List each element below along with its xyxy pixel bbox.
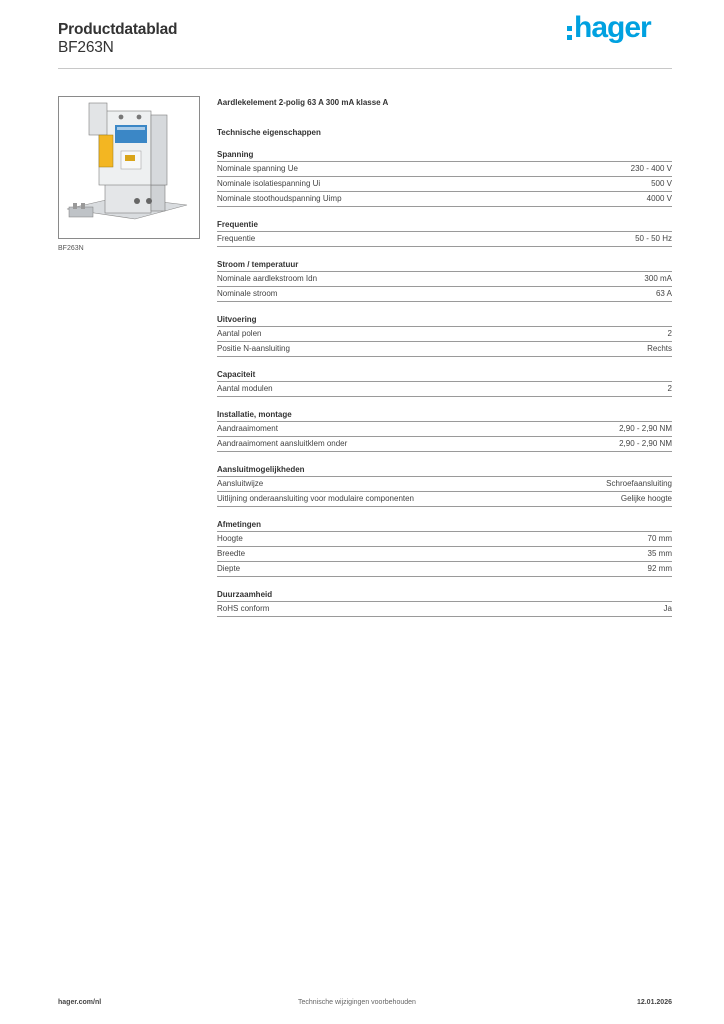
spec-row — [217, 287, 672, 302]
hager-logo — [567, 12, 651, 50]
spec-value: 35 mm — [647, 549, 672, 558]
spec-row — [217, 477, 672, 492]
spec-label: Aandraaimoment — [217, 424, 278, 433]
spec-value: Rechts — [647, 344, 672, 353]
spec-value: 2,90 - 2,90 NM — [619, 424, 672, 433]
spec-label: Nominale stoothoudspanning Uimp — [217, 194, 342, 203]
spec-label: Aandraaimoment aansluitklem onder — [217, 439, 348, 448]
footer-disclaimer: Technische wijzigingen voorbehouden — [298, 999, 416, 1006]
spec-section — [217, 369, 672, 397]
spec-section — [217, 149, 672, 207]
spec-section — [217, 409, 672, 452]
spec-label: Nominale isolatiespanning Ui — [217, 179, 321, 188]
spec-section — [217, 589, 672, 617]
spec-content — [217, 96, 672, 617]
spec-row — [217, 382, 672, 397]
spec-label: Nominale stroom — [217, 289, 278, 298]
spec-row — [217, 232, 672, 247]
spec-section-title: Stroom / temperatuur — [217, 259, 672, 272]
spec-value: 70 mm — [647, 534, 672, 543]
spec-row — [217, 422, 672, 437]
spec-section-title: Afmetingen — [217, 519, 672, 532]
spec-row — [217, 602, 672, 617]
spec-label: Breedte — [217, 549, 246, 558]
spec-value: 2 — [667, 329, 672, 338]
spec-row — [217, 177, 672, 192]
spec-section — [217, 464, 672, 507]
spec-row — [217, 492, 672, 507]
spec-label: Uitlijning onderaansluiting voor modulaire componenten — [217, 494, 415, 503]
spec-label: Aantal modulen — [217, 384, 273, 393]
logo-text: hager — [574, 11, 651, 44]
spec-label: Diepte — [217, 564, 241, 573]
product-name: Aardlekelement 2-polig 63 A 300 mA klasse A — [217, 98, 389, 107]
page-title: Productdatablad — [58, 21, 178, 38]
spec-label: Aantal polen — [217, 329, 262, 338]
spec-section-title: Frequentie — [217, 219, 672, 232]
product-image — [58, 96, 200, 239]
logo-dots-icon — [567, 26, 572, 40]
spec-label: Aansluitwijze — [217, 479, 264, 488]
spec-row — [217, 162, 672, 177]
spec-value: Ja — [663, 604, 672, 613]
spec-value: 4000 V — [646, 194, 672, 203]
spec-label: Nominale aardlekstroom Idn — [217, 274, 318, 283]
footer-date: 12.01.2026 — [636, 999, 672, 1006]
spec-row — [217, 562, 672, 577]
image-caption: BF263N — [58, 245, 84, 252]
spec-section-title: Duurzaamheid — [217, 589, 672, 602]
spec-label: Hoogte — [217, 534, 243, 543]
spec-sections — [217, 149, 672, 617]
spec-section — [217, 259, 672, 302]
spec-value: 230 - 400 V — [630, 164, 672, 173]
spec-value: 2,90 - 2,90 NM — [619, 439, 672, 448]
spec-label: Frequentie — [217, 234, 256, 243]
spec-section — [217, 519, 672, 577]
spec-label: RoHS conform — [217, 604, 270, 613]
spec-value: 300 mA — [644, 274, 672, 283]
spec-section-title: Capaciteit — [217, 369, 672, 382]
spec-value: 92 mm — [647, 564, 672, 573]
section-heading: Technische eigenschappen — [217, 128, 321, 137]
spec-row — [217, 192, 672, 207]
spec-row — [217, 437, 672, 452]
spec-section-title: Aansluitmogelijkheden — [217, 464, 672, 477]
product-code: BF263N — [58, 39, 114, 56]
spec-section — [217, 219, 672, 247]
spec-row — [217, 327, 672, 342]
spec-section — [217, 314, 672, 357]
rcd-device-icon — [59, 97, 199, 238]
spec-row — [217, 547, 672, 562]
spec-row — [217, 272, 672, 287]
spec-value: 500 V — [651, 179, 672, 188]
spec-section-title: Spanning — [217, 149, 672, 162]
spec-label: Positie N-aansluiting — [217, 344, 290, 353]
spec-section-title: Installatie, montage — [217, 409, 672, 422]
spec-row — [217, 342, 672, 357]
spec-value: Gelijke hoogte — [620, 494, 672, 503]
header-divider — [58, 68, 672, 69]
spec-value: 63 A — [655, 289, 672, 298]
footer-website: hager.com/nl — [58, 999, 102, 1006]
spec-row — [217, 532, 672, 547]
spec-value: Schroefaansluiting — [606, 479, 672, 488]
spec-label: Nominale spanning Ue — [217, 164, 298, 173]
spec-value: 50 - 50 Hz — [635, 234, 672, 243]
spec-value: 2 — [667, 384, 672, 393]
spec-section-title: Uitvoering — [217, 314, 672, 327]
